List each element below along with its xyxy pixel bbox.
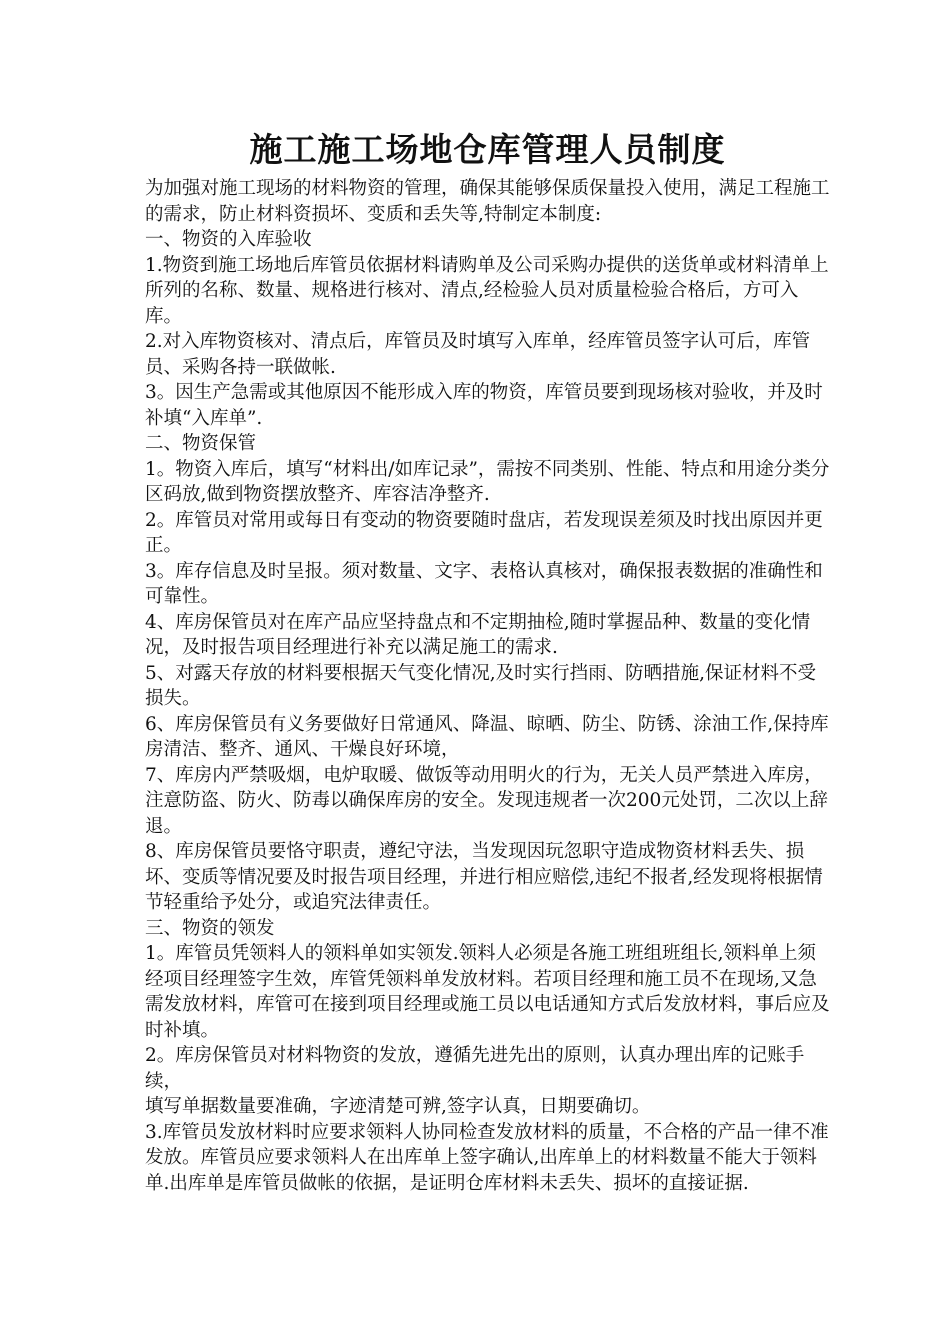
- paragraph: 1。库管员凭领料人的领料单如实领发.领料人必须是各施工班组班组长,领料单上须经项目经理签字生效，库管凭领料单发放材料。若项目经理和施工员不在现场,又急需发放材料，库管可在接到项目经理或施工员以电话通知方式后发放材料，事后应及时补填。: [145, 943, 830, 1041]
- section-heading-receiving: 一、物资的入库验收: [145, 229, 312, 250]
- paragraph: 5、对露天存放的材料要根据天气变化情况,及时实行挡雨、防晒措施,保证材料不受损失。: [145, 662, 817, 709]
- section-heading-issuing: 三、物资的领发: [145, 917, 275, 939]
- paragraph: 填写单据数量要准确，字迹清楚可辨,签字认真，日期要确切。: [145, 1096, 651, 1117]
- paragraph: 1.物资到施工场地后库管员依据材料请购单及公司采购办提供的送货单或材料清单上所列的名称、数量、规格进行核对、清点,经检验人员对质量检验合格后，方可入库。: [145, 254, 829, 327]
- paragraph: 3。库存信息及时呈报。须对数量、文字、表格认真核对，确保报表数据的准确性和可靠性。: [145, 560, 823, 607]
- paragraph: 4、库房保管员对在库产品应坚持盘点和不定期抽检,随时掌握品种、数量的变化情况，及时报告项目经理进行补充以满足施工的需求.: [145, 611, 811, 658]
- section-heading-storage: 二、物资保管: [145, 433, 257, 454]
- intro-paragraph: 为加强对施工现场的材料物资的管理，确保其能够保质保量投入使用，满足工程施工的需求，防止材料资损坏、变质和丢失等,特制定本制度:: [145, 178, 830, 225]
- document-body: [145, 176, 830, 1196]
- paragraph: 1。物资入库后，填写“材料出/如库记录”，需按不同类别、性能、特点和用途分类分区码放,做到物资摆放整齐、库容洁净整齐.: [145, 458, 830, 505]
- paragraph: 7、库房内严禁吸烟，电炉取暖、做饭等动用明火的行为，无关人员严禁进入库房，注意防盗、防火、防毒以确保库房的安全。发现违规者一次200元处罚，二次以上辞退。: [145, 764, 828, 837]
- paragraph: 3.库管员发放材料时应要求领料人协同检查发放材料的质量，不合格的产品一律不准发放。库管员应要求领料人在出库单上签字确认,出库单上的材料数量不能大于领料单.出库单是库管员做帐的依据，是证明仓库材料未丢失、损坏的直接证据.: [145, 1121, 829, 1194]
- paragraph: 6、库房保管员有义务要做好日常通风、降温、晾晒、防尘、防锈、涂油工作,保持库房清洁、整齐、通风、干燥良好环境，: [145, 713, 829, 760]
- document-title: 施工施工场地仓库管理人员制度: [249, 130, 726, 169]
- paragraph: 2。库房保管员对材料物资的发放，遵循先进先出的原则，认真办理出库的记账手续，: [145, 1045, 805, 1092]
- paragraph: 2.对入库物资核对、清点后，库管员及时填写入库单，经库管员签字认可后，库管员、采购各持一联做帐.: [145, 331, 811, 378]
- paragraph: 2。库管员对常用或每日有变动的物资要随时盘店，若发现误差须及时找出原因并更正。: [145, 509, 823, 556]
- paragraph: 3。因生产急需或其他原因不能形成入库的物资，库管员要到现场核对验收，并及时补填“入库单”.: [145, 382, 823, 429]
- paragraph: 8、库房保管员要恪守职责，遵纪守法，当发现因玩忽职守造成物资材料丢失、损坏、变质等情况要及时报告项目经理，并进行相应赔偿,违纪不报者,经发现将根据情节轻重给予处分，或追究法律责任。: [145, 841, 823, 913]
- document-page: [145, 128, 830, 1196]
